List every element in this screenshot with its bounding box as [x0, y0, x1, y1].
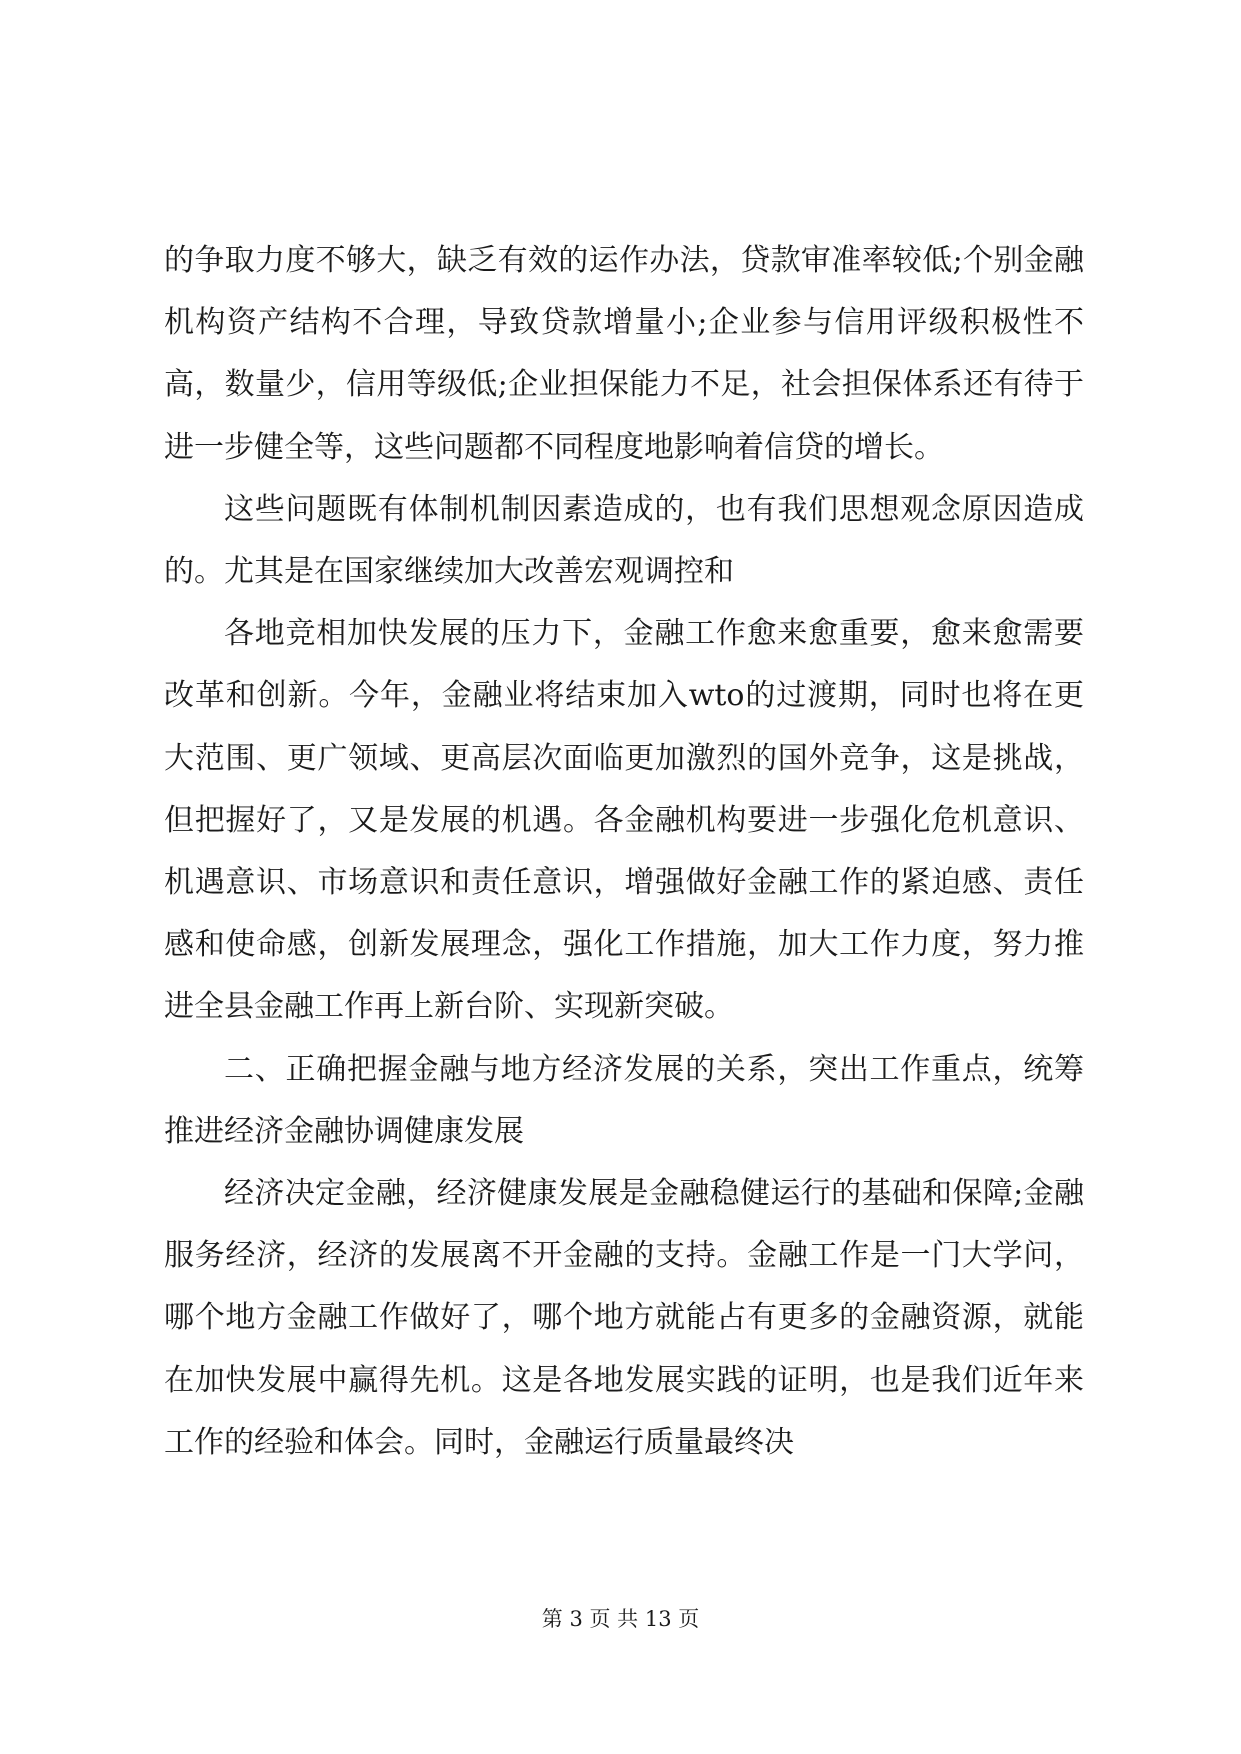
paragraph-1: 的争取力度不够大，缺乏有效的运作办法，贷款审准率较低;个别金融机构资产结构不合理，导致贷款增量小;企业参与信用评级积极性不高，数量少，信用等级低;企业担保能力不足，社会担保体系还有待于进一步健全等，这些问题都不同程度地影响着信贷的增长。 [164, 243, 1084, 465]
document-body [164, 230, 1084, 1474]
paragraph-3: 各地竞相加快发展的压力下，金融工作愈来愈重要，愈来愈需要改革和创新。今年，金融业将结束加入wto的过渡期，同时也将在更大范围、更广领域、更高层次面临更加激烈的国外竞争，这是挑战，但把握好了，又是发展的机遇。各金融机构要进一步强化危机意识、机遇意识、市场意识和责任意识，增强做好金融工作的紧迫感、责任感和使命感，创新发展理念，强化工作措施，加大工作力度，努力推进全县金融工作再上新台阶、实现新突破。 [164, 616, 1084, 1025]
page-number-footer: 第 3 页 共 13 页 [541, 1607, 700, 1631]
paragraph-5: 经济决定金融，经济健康发展是金融稳健运行的基础和保障;金融服务经济，经济的发展离不开金融的支持。金融工作是一门大学问，哪个地方金融工作做好了，哪个地方就能占有更多的金融资源，就能在加快发展中赢得先机。这是各地发展实践的证明，也是我们近年来工作的经验和体会。同时，金融运行质量最终决 [164, 1176, 1084, 1460]
section-heading-2: 二、正确把握金融与地方经济发展的关系，突出工作重点，统筹推进经济金融协调健康发展 [164, 1051, 1084, 1149]
paragraph-2: 这些问题既有体制机制因素造成的，也有我们思想观念原因造成的。尤其是在国家继续加大改善宏观调控和 [164, 491, 1084, 590]
